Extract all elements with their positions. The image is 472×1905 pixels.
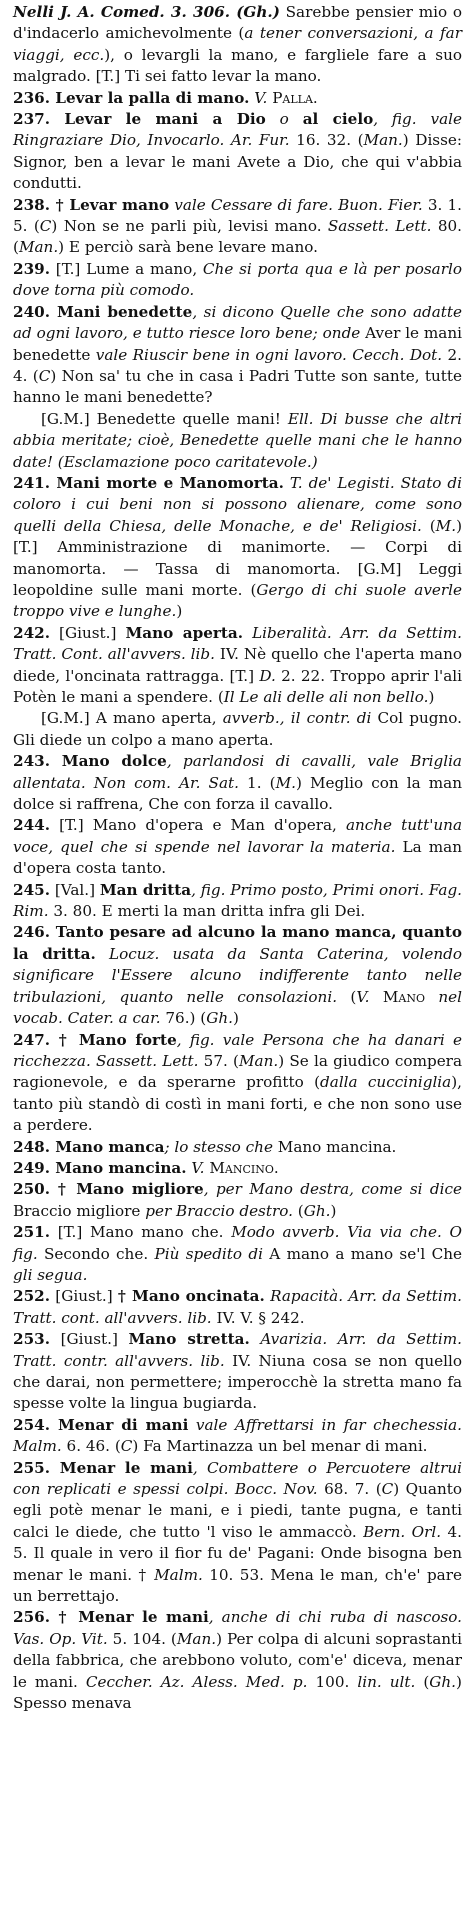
entry-heading: 252. bbox=[13, 1287, 50, 1306]
entry-text: ) [T.] Amministrazione di manimorte. — Corpi di manomorta. — Tassa di manomorta. [G.M] Leggi leopoldine sulle mani morte. ( bbox=[13, 516, 462, 599]
dictionary-entry-e256 bbox=[13, 1607, 462, 1714]
entry-text: 1. ( bbox=[238, 773, 276, 792]
entry-text: 68. 7. ( bbox=[317, 1480, 382, 1499]
entry-text: [T.] Mano d'opera e Man d'opera, bbox=[50, 816, 346, 835]
entry-text: dalla cucciniglia bbox=[320, 1073, 452, 1092]
entry-text: [T.] Mano mano che. bbox=[50, 1223, 232, 1242]
entry-text: C bbox=[381, 1480, 394, 1499]
entry-text: Liberalità. Arr. da Settim. Tratt. Cont. all'avvers. lib. bbox=[13, 623, 462, 664]
entry-text: , fig. vale Ringraziare Dio, Invocarlo. Ar. Fur. bbox=[13, 110, 462, 150]
entry-heading: 251. bbox=[13, 1223, 50, 1242]
entry-text: 3. 80. E merti la man dritta infra gli Dei. bbox=[48, 902, 366, 921]
entry-heading: 245. bbox=[13, 880, 50, 899]
entry-text: Sarebbe pensier mio o d'indacerlo amichevolmente ( bbox=[13, 3, 462, 43]
entry-text: a tener conversazioni, a far viaggi, ecc. bbox=[13, 24, 462, 64]
entry-heading: 249. Mano mancina. bbox=[13, 1158, 187, 1177]
entry-heading: † Mano oncinata. bbox=[117, 1287, 265, 1306]
entry-text: ( bbox=[292, 1201, 304, 1220]
entry-text: IV. Niuna cosa se non quello che darai, non permettere; imperocchè la stretta mano fa spesse volte la lingua bugiarda. bbox=[13, 1351, 462, 1413]
dictionary-entry-e242-gm bbox=[13, 708, 462, 751]
entry-heading: 238. † Levar mano bbox=[13, 195, 170, 214]
entry-text: V. bbox=[186, 1158, 210, 1177]
dictionary-entry-e255 bbox=[13, 1458, 462, 1608]
entry-heading: 243. Mano dolce bbox=[13, 752, 167, 771]
entry-text: Ell. Di busse che altri abbia meritate; cioè, Benedette quelle mani che le hanno date! (Esclamazione poco caritatevole.) bbox=[13, 409, 462, 471]
entry-heading: 244. bbox=[13, 816, 50, 835]
entry-text: [G.M.] Benedette quelle mani! bbox=[41, 409, 288, 428]
entry-text: ) Non sa' tu che in casa i Padri Tutte son sante, tutte hanno le mani benedette? bbox=[13, 366, 462, 407]
entry-text: ), tanto più standò di costì in mani forti, e che non sono use a perdere. bbox=[13, 1073, 462, 1135]
entry-text: C bbox=[120, 1437, 133, 1456]
entry-text: Man. bbox=[18, 238, 59, 257]
entry-text: , Combattere o Percuotere altrui con replicati e spessi colpi. Bocc. Nov. bbox=[13, 1458, 462, 1499]
entry-text: Gergo di chi suole averle troppo vive e lunghe. bbox=[13, 580, 462, 621]
entry-heading: 254. Menar di mani bbox=[13, 1415, 189, 1434]
entry-text: ) Fa Martinazza un bel menar di mani. bbox=[132, 1437, 428, 1456]
entry-text: Locuz. usata da Santa Caterina, volendo significare l'Essere alcuno indifferente tanto nelle tribulazioni, quanto nelle consolazioni. bbox=[13, 944, 462, 1006]
entry-text: vale Cessare di fare. Buon. Fier. bbox=[169, 195, 423, 214]
entry-text: Ceccher. Az. Aless. Med. p. bbox=[85, 1672, 308, 1691]
entry-text: Mano bbox=[382, 987, 425, 1006]
entry-text: Mano mancina. bbox=[272, 1137, 397, 1156]
entry-text: 4. 5. Il quale in vero il fior fu de' Pagani: Onde bisogna ben menar le mani. † bbox=[13, 1522, 462, 1584]
entry-text: 6. 46. ( bbox=[61, 1437, 121, 1456]
entry-text: Sassett. Lett. bbox=[327, 217, 432, 236]
entry-text: Bern. Orl. bbox=[363, 1522, 442, 1541]
entry-text: C bbox=[39, 217, 52, 236]
entry-text: [Giust.] bbox=[50, 623, 126, 642]
entry-text: ) bbox=[232, 1009, 239, 1028]
entry-text: Man. bbox=[176, 1629, 217, 1648]
dictionary-entry-e236 bbox=[13, 88, 462, 109]
entry-text: Gh. bbox=[206, 1009, 233, 1028]
entry-text: Secondo che. bbox=[37, 1244, 155, 1263]
entry-heading: 253. bbox=[13, 1330, 50, 1349]
entry-text: , si dicono Quelle che sono adatte ad ogni lavoro, e tutto riesce loro bene; onde bbox=[13, 302, 462, 343]
dictionary-entry-e245 bbox=[13, 880, 462, 923]
dictionary-entry-e249 bbox=[13, 1158, 462, 1179]
entry-text: ) Se la giudico compera ragionevole, e da sperarne profitto ( bbox=[13, 1051, 462, 1092]
entry-text: ) Non se ne parli più, levisi mano. bbox=[51, 217, 328, 236]
entry-text: avverb., il contr. di bbox=[222, 709, 372, 728]
entry-text: 2. 4. ( bbox=[13, 345, 462, 385]
entry-text: ( bbox=[421, 516, 436, 535]
entry-text: vale Affrettarsi in far chechessia. Malm. bbox=[13, 1415, 462, 1456]
entry-heading: 236. Levar la palla di mano. bbox=[13, 88, 250, 107]
entry-text: 10. 53. Mena le man, ch'e' pare un berrettajo. bbox=[13, 1565, 462, 1606]
entry-text: A mano a mano se'l Che bbox=[262, 1244, 462, 1263]
entry-heading: 239. bbox=[13, 259, 50, 278]
entry-text: Malm. bbox=[154, 1565, 203, 1584]
entry-text: [Giust.] bbox=[50, 1330, 129, 1349]
entry-text: Man. bbox=[363, 131, 403, 150]
entry-text: C bbox=[38, 366, 51, 385]
entry-text: Rapacità. Arr. da Settim. Tratt. cont. all'avvers. lib. bbox=[13, 1287, 462, 1327]
entry-heading: 246. Tanto pesare ad alcuno la mano manca, quanto la dritta. bbox=[13, 923, 462, 963]
entry-text: ) E perciò sarà bene levare mano. bbox=[58, 238, 318, 257]
dictionary-entry-e252 bbox=[13, 1286, 462, 1329]
entry-text: Palla. bbox=[272, 88, 318, 107]
entry-heading: 241. Mani morte e Manomorta. bbox=[13, 473, 284, 492]
dictionary-entry-e239 bbox=[13, 259, 462, 302]
dictionary-entry-e246 bbox=[13, 922, 462, 1029]
dictionary-entry-e241 bbox=[13, 473, 462, 623]
dictionary-entry-e243 bbox=[13, 751, 462, 815]
dictionary-entry-e248 bbox=[13, 1137, 462, 1158]
entry-text: 16. 32. ( bbox=[289, 131, 364, 150]
dictionary-entry-e253 bbox=[13, 1329, 462, 1415]
entry-text: ) Meglio con la man dolce si raffrena, Che con forza il cavallo. bbox=[13, 773, 462, 814]
entry-text: Aver le mani benedette bbox=[13, 324, 462, 364]
entry-text: La man d'opera costa tanto. bbox=[13, 837, 462, 878]
entry-text: lin. ult. bbox=[357, 1672, 416, 1691]
entry-text: 80. ( bbox=[13, 217, 462, 257]
entry-text: ), o levargli la mano, e fargliele fare a suo malgrado. [T.] Ti sei fatto levar la mano. bbox=[13, 45, 462, 86]
entry-text: 5. 104. ( bbox=[107, 1629, 177, 1648]
entry-text: , parlandosi di cavalli, vale Briglia allentata. Non com. Ar. Sat. bbox=[13, 752, 462, 792]
entry-text: Braccio migliore bbox=[13, 1201, 146, 1220]
dictionary-entry-e247 bbox=[13, 1030, 462, 1137]
entry-text: Man. bbox=[238, 1051, 279, 1070]
entry-text: Nelli J. A. Comed. 3. 306. (Gh.) bbox=[13, 3, 280, 21]
entry-text: Gh. bbox=[303, 1201, 331, 1220]
entry-text: ) Quanto egli potè menar le mani, e i piedi, tante pugna, e tanti calci le diede, che tutto 'l viso le ammaccò. bbox=[13, 1480, 462, 1541]
entry-text: , fig. Primo posto, Primi onori. Fag. Rim. bbox=[13, 880, 462, 921]
entry-text: , anche di chi ruba di nascoso. Vas. Op. Vit. bbox=[13, 1608, 462, 1648]
entry-heading: 240. Mani benedette bbox=[13, 302, 193, 321]
entry-text: vale Riuscir bene in ogni lavoro. Cecch. Dot. bbox=[95, 345, 443, 364]
entry-text: Il Le ali delle ali non bello. bbox=[223, 688, 429, 706]
entry-text: ) Disse: Signor, ben a levar le mani Avete a Dio, che qui v'abbia condutti. bbox=[13, 131, 462, 193]
entry-text: [Val.] bbox=[50, 880, 100, 899]
entry-text: ) bbox=[428, 688, 435, 706]
entry-text: ( bbox=[415, 1672, 430, 1691]
entry-text: IV. V. § 242. bbox=[211, 1308, 305, 1327]
dictionary-entry-e238 bbox=[13, 195, 462, 259]
entry-text: ) bbox=[330, 1201, 337, 1220]
entry-text: ) bbox=[176, 602, 183, 621]
entry-text: Che si porta qua e là per posarlo dove torna più comodo. bbox=[13, 259, 462, 300]
dictionary-entry-e237 bbox=[13, 109, 462, 195]
entry-text: , per Mano destra, come si dice bbox=[203, 1180, 462, 1199]
entry-heading: 248. Mano manca bbox=[13, 1137, 165, 1156]
entry-heading: 242. bbox=[13, 623, 50, 642]
entry-text: ( bbox=[337, 987, 357, 1006]
entry-text: V. bbox=[356, 987, 383, 1006]
entry-text: ) Spesso menava bbox=[13, 1672, 462, 1713]
entry-text: gli segua. bbox=[13, 1265, 88, 1284]
entry-text: IV. Nè quello che l'aperta mano diede, l'oncinata rattragga. [T.] bbox=[13, 645, 462, 685]
entry-text: per Braccio destro. bbox=[145, 1201, 293, 1220]
entry-text: anche tutt'una voce, quel che si spende nel lavorar la materia. bbox=[13, 816, 463, 856]
entry-text: 2. 22. Troppo aprir l'ali Potèn le mani a spendere. ( bbox=[13, 666, 463, 706]
entry-text: 57. ( bbox=[198, 1051, 239, 1070]
dictionary-entry-cont-top bbox=[13, 2, 462, 88]
dictionary-entry-e244 bbox=[13, 815, 462, 879]
entry-heading: 256. † Menar le mani bbox=[13, 1608, 209, 1627]
dictionary-entry-e250 bbox=[13, 1179, 462, 1222]
entry-heading: Mano stretta. bbox=[128, 1330, 250, 1349]
entry-text: Mancino. bbox=[209, 1158, 279, 1177]
entry-text: Col pugno. Gli diede un colpo a mano aperta. bbox=[13, 709, 462, 749]
entry-text: Modo avverb. Via via che. O fig. bbox=[13, 1223, 463, 1263]
entry-text: nel vocab. Cater. a car. bbox=[13, 987, 462, 1028]
dictionary-entry-e240 bbox=[13, 302, 462, 409]
entry-heading: Mano aperta. bbox=[125, 623, 244, 642]
entry-text: Gh. bbox=[429, 1672, 457, 1691]
entry-text: D. bbox=[259, 666, 276, 685]
entry-text: M. bbox=[435, 516, 457, 535]
entry-text: M. bbox=[275, 773, 296, 792]
entry-text: ; lo stesso che bbox=[164, 1137, 273, 1156]
entry-text: [G.M.] A mano aperta, bbox=[41, 709, 223, 728]
entry-text: 76.) ( bbox=[160, 1009, 207, 1028]
dictionary-entry-e242 bbox=[13, 623, 462, 709]
entry-heading: 255. Menar le mani bbox=[13, 1458, 193, 1477]
entry-text: ) Per colpa di alcuni soprastanti della fabbrica, che arebbono voluto, com'e' diceva, menar le mani. bbox=[13, 1629, 462, 1691]
entry-text: [T.] Lume a mano, bbox=[50, 259, 203, 278]
dictionary-entry-e251 bbox=[13, 1222, 462, 1286]
entry-text: , fig. vale Persona che ha danari e ricchezza. Sassett. Lett. bbox=[13, 1030, 462, 1070]
entry-text: 100. bbox=[307, 1672, 358, 1691]
entry-text: Avarizia. Arr. da Settim. Tratt. contr. all'avvers. lib. bbox=[13, 1330, 462, 1370]
entry-text: T. de' Legisti. Stato di coloro i cui beni non si possono alienare, come sono quelli della Chiesa, delle Monache, e de' Religiosi. bbox=[13, 473, 462, 535]
entry-heading: 250. † Mano migliore bbox=[13, 1180, 204, 1199]
entry-text: V. bbox=[249, 88, 273, 107]
entry-heading: Man dritta bbox=[99, 880, 192, 899]
entry-heading: 237. Levar le mani a Dio bbox=[13, 110, 266, 129]
entry-text: o bbox=[265, 110, 303, 129]
dictionary-entry-e254 bbox=[13, 1415, 462, 1458]
entry-text: [Giust.] bbox=[50, 1287, 118, 1306]
entry-text: 3. 1. 5. ( bbox=[13, 195, 463, 236]
entry-text: Più spedito di bbox=[154, 1244, 263, 1263]
dictionary-entry-e240-gm bbox=[13, 409, 462, 473]
entry-heading: al cielo bbox=[302, 110, 374, 129]
entry-heading: 247. † Mano forte bbox=[13, 1030, 177, 1049]
